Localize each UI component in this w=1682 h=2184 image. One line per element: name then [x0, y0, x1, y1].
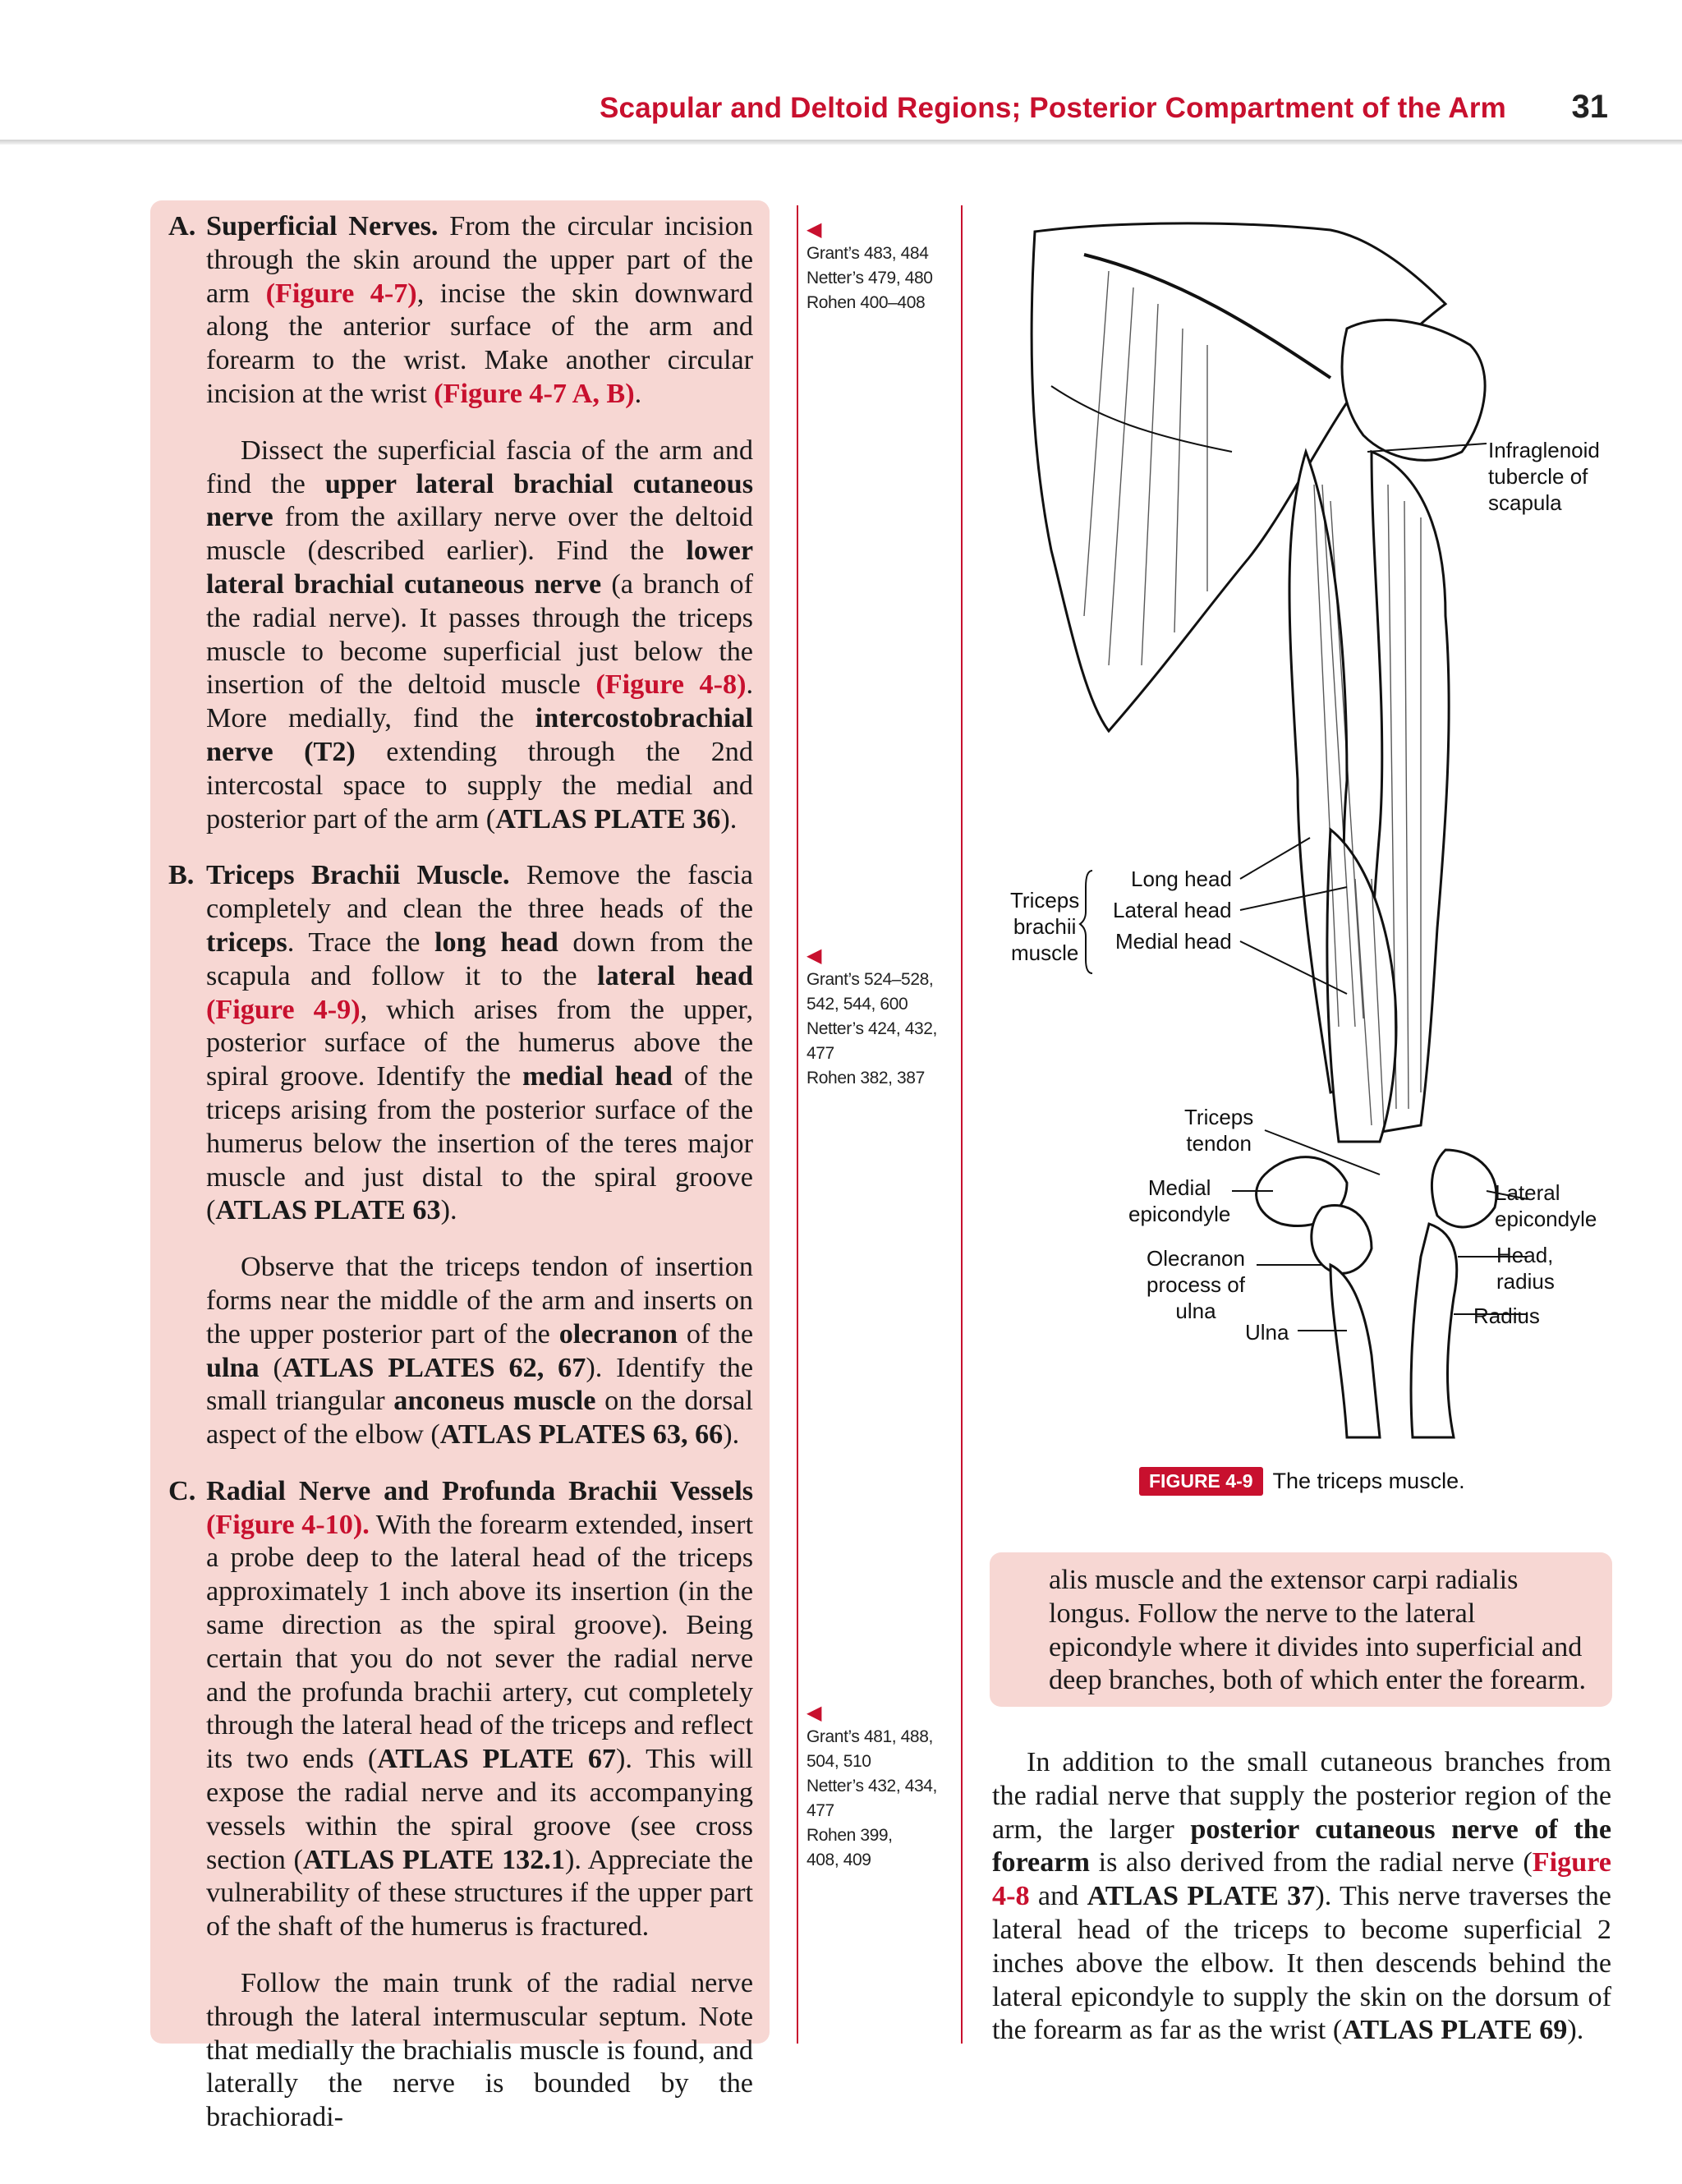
- text-run: ).: [440, 1195, 457, 1226]
- text-run: lower lateral brachial cutaneous nerve: [206, 536, 753, 600]
- text-run: , which arises from the upper, posterior surface of the humerus above the spiral groove. Identify the: [206, 994, 753, 1092]
- text-run: (Figure 4-10).: [206, 1509, 370, 1540]
- lateral-epicondyle: [1432, 1150, 1496, 1227]
- text-run: extending through the 2nd intercostal space to supply the medial and posterior part of the arm (: [206, 736, 753, 835]
- text-run: Superficial Nerves.: [206, 211, 439, 241]
- text-run: . More medially, find the: [206, 669, 754, 734]
- figure-caption: [1139, 1467, 1465, 1496]
- text-run: anconeus muscle: [393, 1386, 596, 1417]
- label-triceps-tendon: Triceps tendon: [1184, 1105, 1254, 1156]
- section-b: [168, 859, 753, 1228]
- humeral-head: [1342, 320, 1485, 461]
- text-run: of the triceps arising from the posterior surface of the humerus below the insertion of the teres major muscle and just distal to the spiral groove (: [206, 1061, 753, 1226]
- text-run: Triceps Brachii Muscle.: [206, 860, 510, 891]
- section-c-label: C.: [168, 1475, 196, 1506]
- ulna-bone: [1330, 1265, 1380, 1437]
- section-c-paragraph-1: [206, 1475, 753, 1944]
- text-run: ATLAS PLATE 132.1: [302, 1844, 565, 1875]
- label-medial-epicondyle: Medial epicondyle: [1128, 1175, 1231, 1226]
- margin-reference-line: Netter’s 424, 432,: [807, 1019, 937, 1038]
- text-run: ATLAS PLATE 69: [1342, 2015, 1568, 2046]
- text-run: long head: [434, 926, 558, 958]
- section-b-label: B.: [168, 860, 195, 891]
- label-radius: Radius: [1473, 1304, 1540, 1328]
- margin-reference-3: [807, 1702, 954, 1873]
- text-run: ATLAS PLATE 36: [495, 803, 721, 835]
- label-infraglenoid-tubercle: Infraglenoid tubercle of scapula: [1488, 438, 1600, 515]
- text-run: down from the scapula and follow it to the: [206, 926, 753, 991]
- figure-badge: FIGURE 4-9: [1139, 1467, 1263, 1496]
- text-run: ATLAS PLATE 63: [215, 1195, 441, 1226]
- margin-reference-line: Grant’s 481, 488,: [807, 1727, 933, 1746]
- text-run: .: [634, 378, 642, 409]
- right-paragraph: [992, 1746, 1611, 2048]
- text-run: (Figure 4-9): [206, 994, 361, 1025]
- text-run: ). Appreciate the vulnerability of these structures if the upper part of the shaft of the humerus is fractured.: [206, 1844, 753, 1943]
- marker-triangle-icon: ◀: [807, 1702, 822, 1724]
- margin-reference-2: [807, 945, 954, 1091]
- margin-rule-left: [797, 205, 798, 2044]
- text-run: ).: [1567, 2015, 1584, 2046]
- label-long-head: Long head: [1131, 867, 1232, 891]
- text-run: Remove the fascia completely and clean the three heads of the: [206, 860, 753, 925]
- text-run: Dissect the superficial fascia of the arm and find the: [206, 435, 753, 499]
- text-run: ATLAS PLATE 37: [1087, 1881, 1316, 1912]
- text-run: intercostobrachial nerve (T2): [206, 703, 753, 767]
- text-run: Follow the main trunk of the radial nerve through the lateral intermuscular septum. Note that medially the brachialis muscle is found, and laterally the nerve is bounded by the brachioradi-: [206, 1968, 753, 2133]
- text-run: and: [1029, 1881, 1087, 1912]
- text-run: ).: [720, 803, 738, 835]
- label-medial-head: Medial head: [1115, 929, 1232, 954]
- text-run: lateral head: [597, 960, 753, 991]
- text-run: olecranon: [558, 1318, 678, 1349]
- section-a-label: A.: [168, 211, 196, 241]
- text-run: upper lateral brachial cutaneous nerve: [206, 468, 753, 533]
- text-run: is also derived from the radial nerve (: [1089, 1847, 1533, 1878]
- section-c-paragraph-2: [168, 1967, 753, 2135]
- text-run: (a branch of the radial nerve). It passes through the triceps muscle to become superficial just below the insertion of the deltoid muscle: [206, 568, 753, 701]
- text-run: ATLAS PLATES 62, 67: [282, 1352, 586, 1383]
- text-run: With the forearm extended, insert a probe deep to the lateral head of the triceps approximately 1 inch above its insertion (in the same direction as the spiral groove). Being certain that you do not sever the radial nerve and the profunda brachii artery, cut completely through the lateral head of the triceps and reflect its two ends (: [206, 1509, 753, 1775]
- label-ulna: Ulna: [1245, 1320, 1289, 1345]
- text-run: ). This nerve traverses the lateral head of the triceps to become superficial 2 inches above the elbow. It then descends behind the lateral epicondyle to supply the skin on the dorsum of the forearm as far as the wrist (: [992, 1881, 1611, 2046]
- text-run: triceps: [206, 926, 287, 958]
- margin-reference-line: 504, 510: [807, 1752, 871, 1771]
- text-run: Radial Nerve and Profunda Brachii Vessels: [206, 1475, 753, 1506]
- section-a-paragraph-2: [168, 435, 753, 837]
- text-run: on the dorsal aspect of the elbow (: [206, 1386, 753, 1451]
- text-run: medial head: [522, 1061, 673, 1092]
- text-run: from the axillary nerve over the deltoid muscle (described earlier). Find the: [206, 502, 753, 567]
- marker-triangle-icon: ◀: [807, 945, 822, 967]
- text-run: . Trace the: [287, 926, 435, 958]
- label-olecranon-process: Olecranon process of ulna: [1147, 1246, 1245, 1323]
- header-rule: [0, 140, 1682, 145]
- margin-reference-line: Netter’s 432, 434,: [807, 1777, 937, 1795]
- margin-reference-line: 408, 409: [807, 1851, 871, 1869]
- label-head-radius: Head, radius: [1496, 1243, 1555, 1294]
- text-run: ). Identify the small triangular: [206, 1352, 754, 1417]
- text-run: (Figure 4-7): [265, 278, 417, 309]
- margin-reference-line: Rohen 382, 387: [807, 1069, 925, 1087]
- section-b-paragraph-1: [206, 859, 753, 1228]
- right-column-text: [992, 1746, 1611, 2048]
- text-run: Observe that the triceps tendon of insertion forms near the middle of the arm and inserts on the upper posterior part of the: [206, 1252, 753, 1349]
- right-box-text: alis muscle and the extensor carpi radialis longus. Follow the nerve to the lateral epicondyle where it divides into superficial and deep branches, both of which enter the forearm.: [1049, 1565, 1587, 1696]
- margin-reference-1: [807, 218, 954, 315]
- label-lateral-head: Lateral head: [1113, 898, 1232, 922]
- text-run: ). This will expose the radial nerve and its accompanying vessels within the spiral groove (see cross section (: [206, 1744, 754, 1875]
- margin-reference-line: 477: [807, 1801, 834, 1820]
- label-lateral-epicondyle: Lateral epicondyle: [1495, 1180, 1597, 1231]
- label-triceps-brachii-muscle: Triceps brachii muscle: [1010, 888, 1080, 965]
- figure-4-9-triceps-illustration: [986, 205, 1659, 1454]
- text-run: of the: [678, 1318, 753, 1349]
- section-a: [168, 210, 753, 412]
- text-run: ulna: [206, 1352, 260, 1383]
- left-column: [168, 210, 753, 2135]
- figure-caption-text: The triceps muscle.: [1272, 1469, 1465, 1493]
- section-a-paragraph-1: [206, 210, 753, 412]
- text-run: ).: [723, 1419, 740, 1451]
- text-run: In addition to the small cutaneous branches from the radial nerve that supply the posterior region of the arm, the larger: [992, 1747, 1611, 1845]
- margin-reference-line: 542, 544, 600: [807, 995, 908, 1014]
- olecranon: [1312, 1205, 1372, 1273]
- margin-reference-line: Grant’s 524–528,: [807, 970, 934, 989]
- marker-triangle-icon: ◀: [807, 218, 822, 241]
- triceps-anatomy-drawing: [986, 205, 1659, 1454]
- section-c: [168, 1475, 753, 1944]
- text-run: , incise the skin downward along the anterior surface of the arm and forearm to the wrist. Make another circular incision at the wrist: [206, 278, 754, 409]
- margin-reference-line: Netter’s 479, 480: [807, 269, 933, 287]
- text-run: (: [259, 1352, 283, 1383]
- margin-rule-right: [961, 205, 963, 2044]
- text-run: posterior cutaneous nerve of the forearm: [992, 1814, 1611, 1878]
- margin-reference-line: Grant’s 483, 484: [807, 244, 929, 263]
- section-b-paragraph-2: [168, 1251, 753, 1452]
- margin-reference-line: Rohen 400–408: [807, 293, 926, 312]
- text-run: ATLAS PLATE 67: [377, 1744, 617, 1775]
- text-run: (Figure 4-7 A, B): [434, 378, 635, 409]
- margin-reference-line: Rohen 399,: [807, 1826, 893, 1845]
- margin-reference-line: 477: [807, 1044, 834, 1063]
- text-run: From the circular incision through the skin around the upper part of the arm: [206, 211, 753, 309]
- page-number: 31: [1571, 89, 1608, 125]
- text-run: Figure 4-8: [992, 1847, 1611, 1912]
- running-header-title: Scapular and Deltoid Regions; Posterior Compartment of the Arm: [599, 92, 1506, 124]
- text-run: ATLAS PLATES 63, 66: [439, 1419, 724, 1451]
- radius-bone: [1411, 1224, 1457, 1437]
- text-run: (Figure 4-8): [595, 669, 747, 701]
